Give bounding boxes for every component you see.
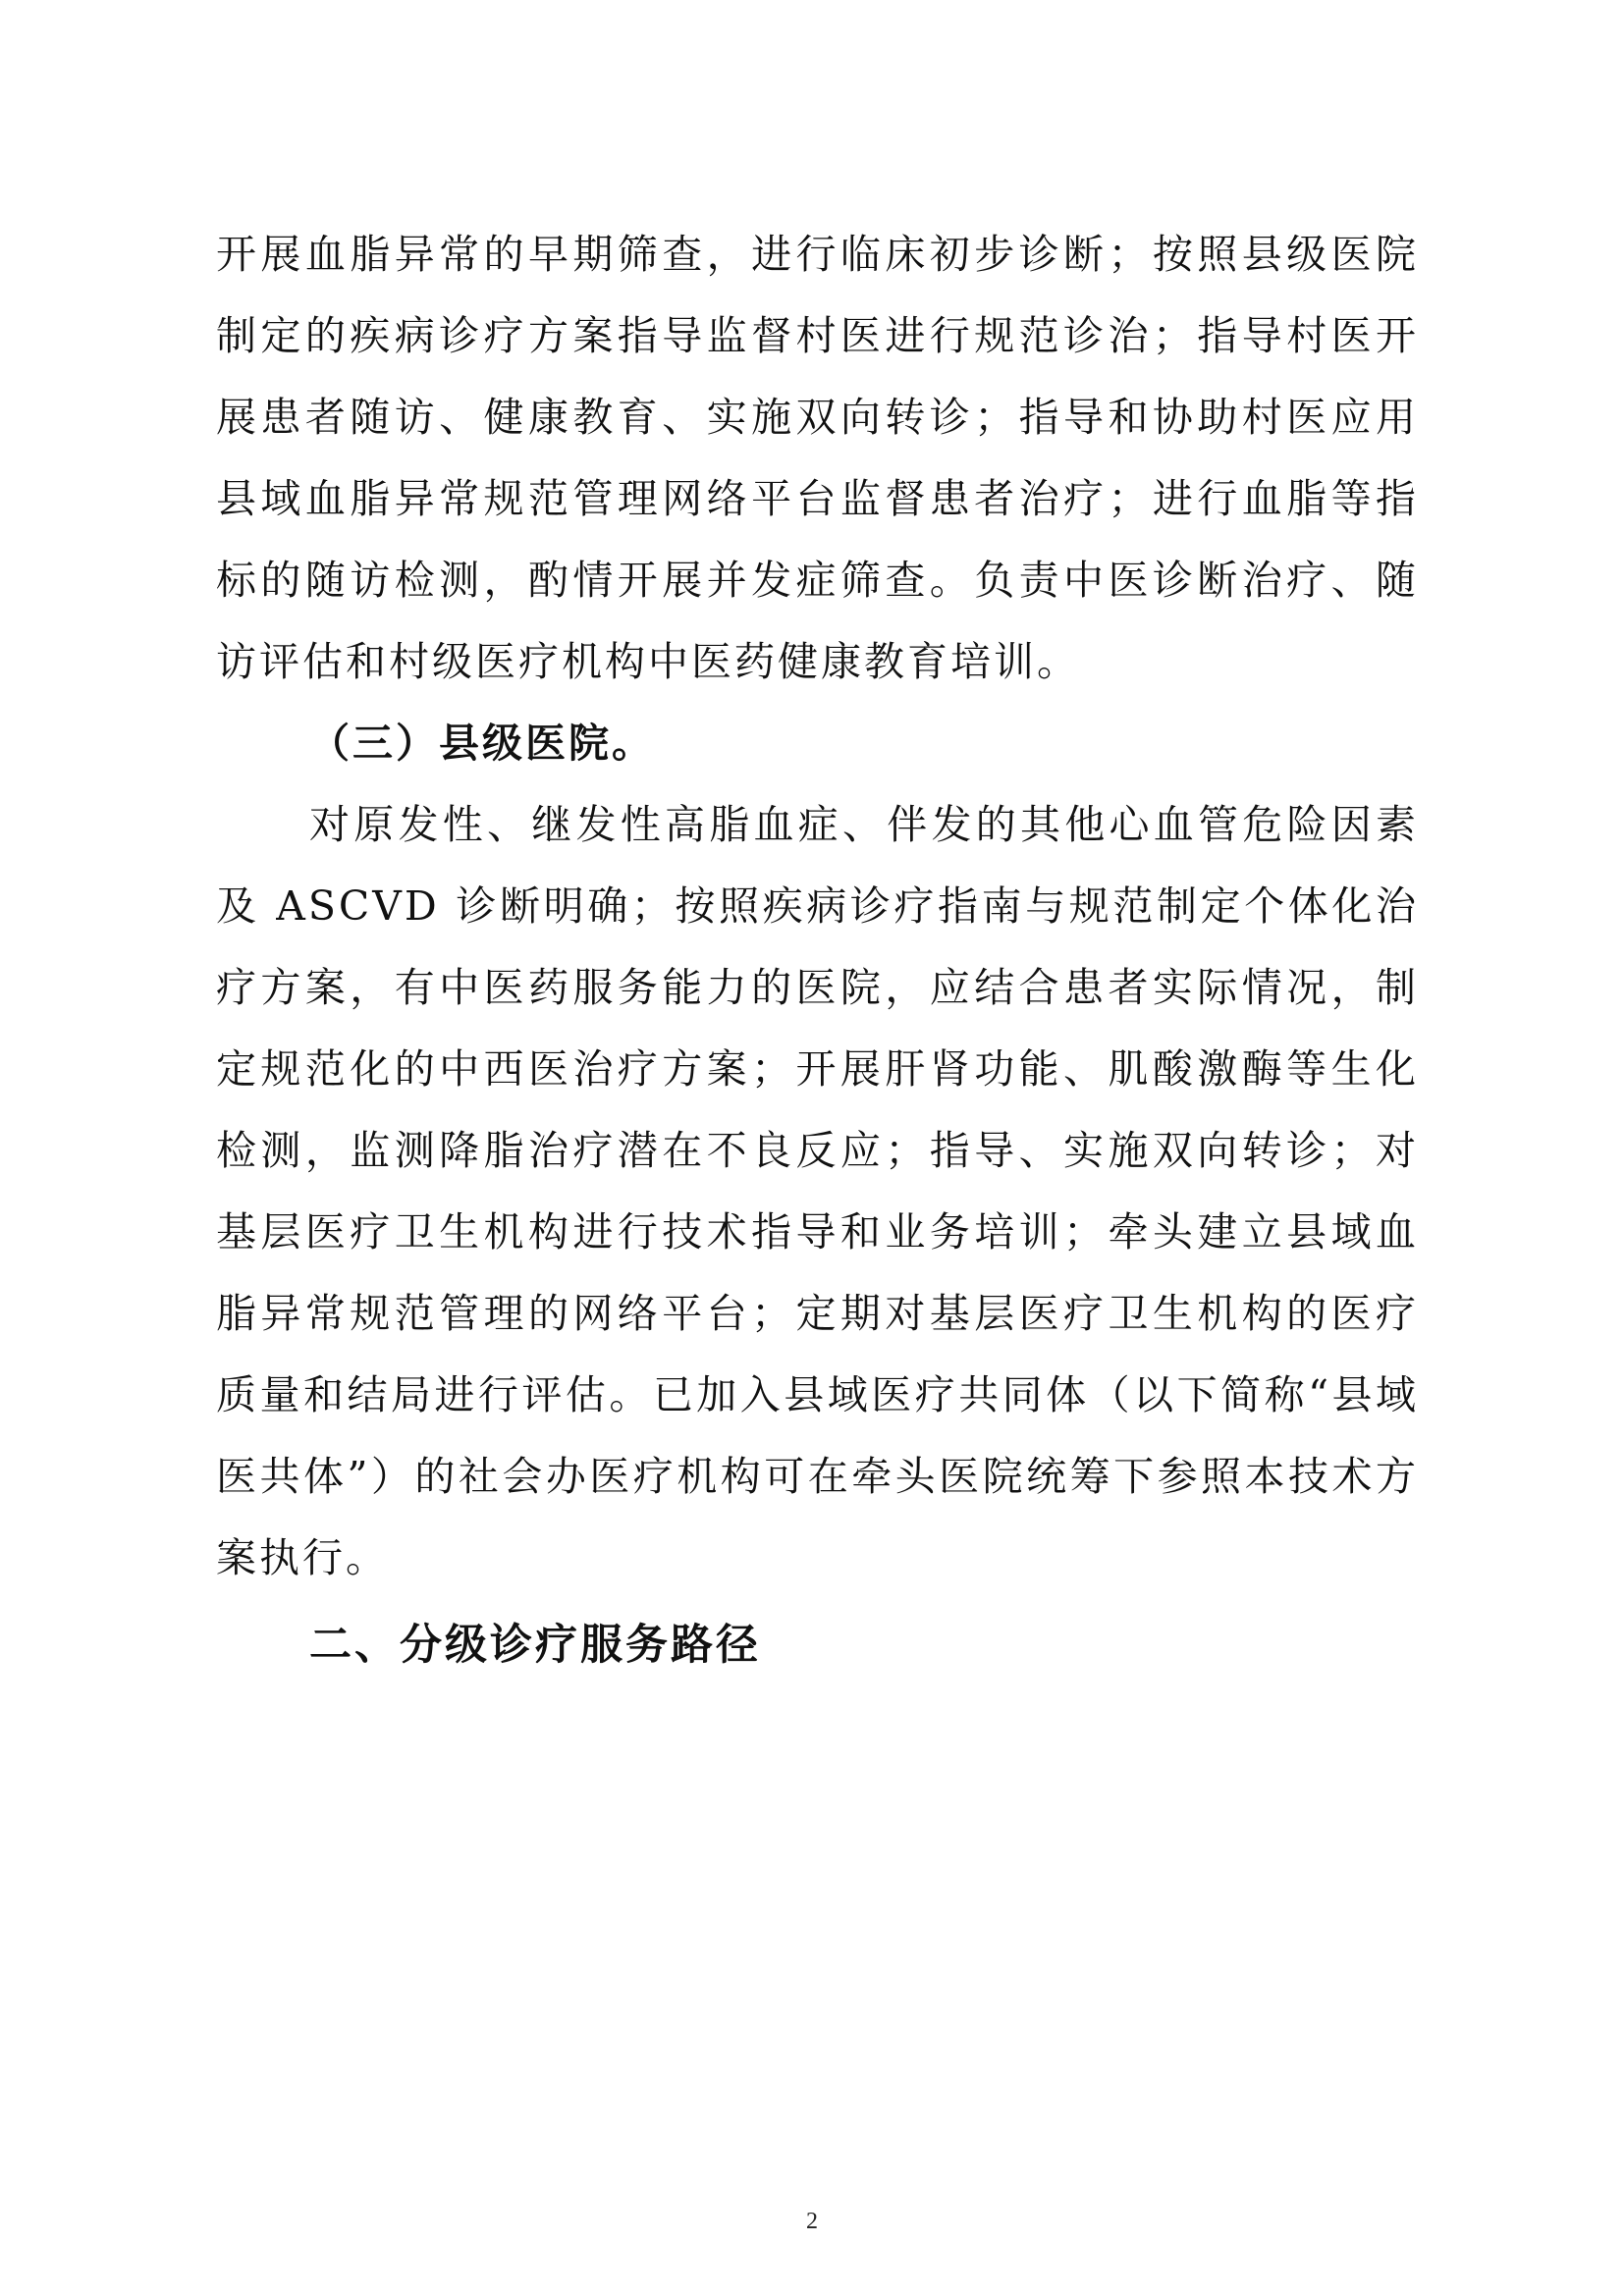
document-body: [216, 214, 1419, 1686]
section-heading-referral-pathway: 二、分级诊疗服务路径: [309, 1621, 761, 1670]
subheading-county-hospital: （三）县级医院。: [309, 720, 655, 767]
paragraph-county-hospital-duties: 对原发性、继发性高脂血症、伴发的其他心血管危险因素及 ASCVD 诊断明确；按照疾病诊疗指南与规范制定个体化治疗方案，有中医药服务能力的医院，应结合患者实际情况，制定规范化的中西医治疗方案；开展肝肾功能、肌酸激酶等生化检测，监测降脂治疗潜在不良反应；指导、实施双向转诊；对基层医疗卫生机构进行技术指导和业务培训；牵头建立县域血脂异常规范管理的网络平台；定期对基层医疗卫生机构的医疗质量和结局进行评估。已加入县域医疗共同体（以下简称“县域医共体”）的社会办医疗机构可在牵头医院统筹下参照本技术方案执行。: [216, 801, 1419, 1581]
page-number: 2: [806, 2209, 818, 2234]
paragraph-township-duties: 开展血脂异常的早期筛查，进行临床初步诊断；按照县级医院制定的疾病诊疗方案指导监督村医进行规范诊治；指导村医开展患者随访、健康教育、实施双向转诊；指导和协助村医应用县域血脂异常规范管理网络平台监督患者治疗；进行血脂等指标的随访检测，酌情开展并发症筛查。负责中医诊断治疗、随访评估和村级医疗机构中医药健康教育培训。: [216, 231, 1419, 685]
